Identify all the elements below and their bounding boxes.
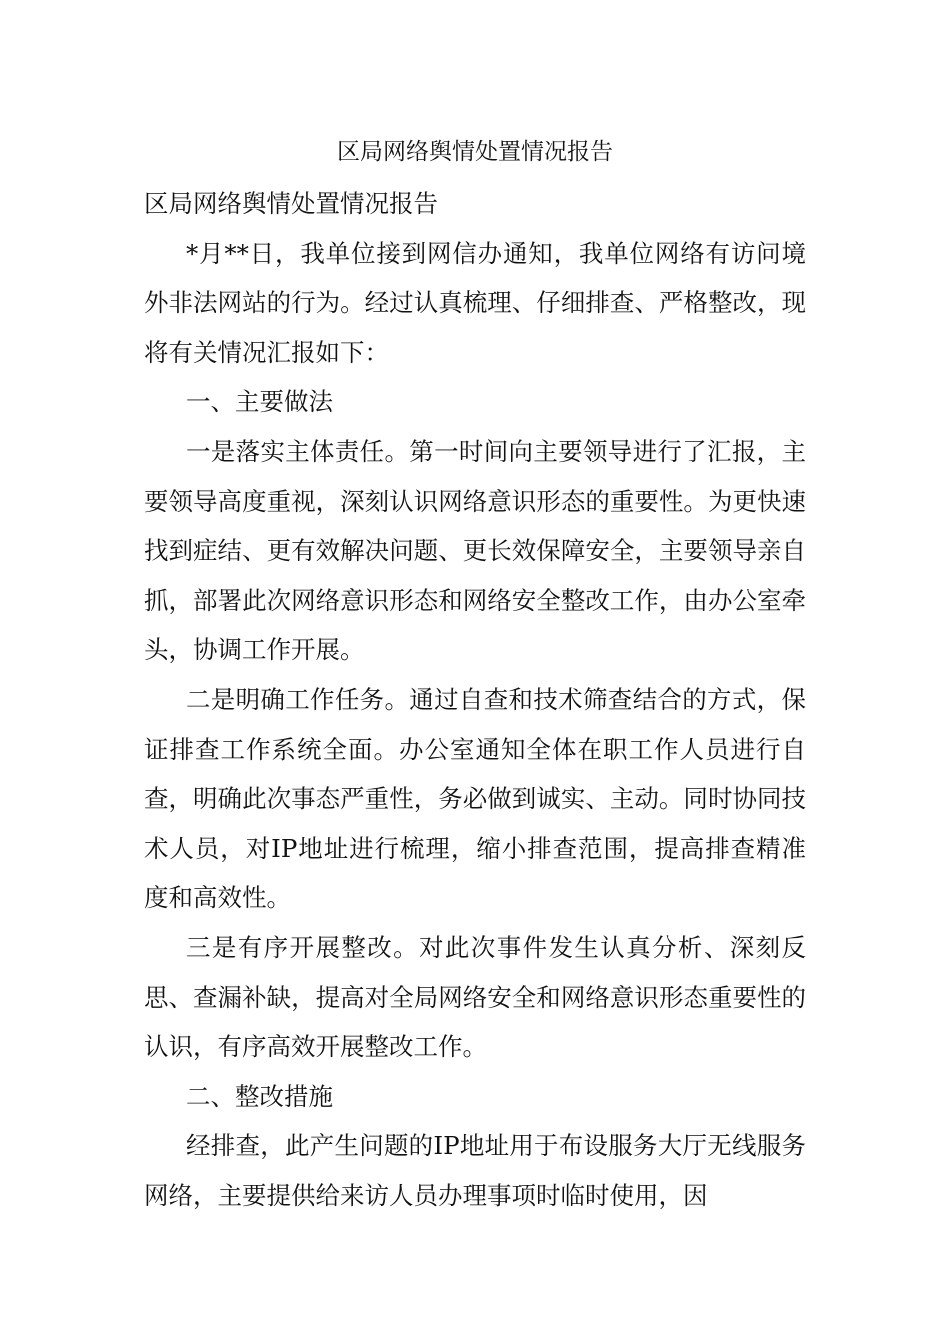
paragraph-investigation: 经排查，此产生问题的IP地址用于布设服务大厅无线服务网络，主要提供给来访人员办理事项时临时使用，因 [144,1131,806,1210]
document-title: 区局网络舆情处置情况报告 [337,139,613,165]
paragraph-intro: *月**日，我单位接到网信办通知，我单位网络有访问境外非法网站的行为。经过认真梳理、仔细排查、严格整改，现将有关情况汇报如下： [144,238,806,367]
paragraph-rectification: 三是有序开展整改。对此次事件发生认真分析、深刻反思、查漏补缺，提高对全局网络安全和网络意识形态重要性的认识，有序高效开展整改工作。 [144,932,806,1062]
paragraph-responsibility: 一是落实主体责任。第一时间向主要领导进行了汇报，主要领导高度重视，深刻认识网络意识形态的重要性。为更快速找到症结、更有效解决问题、更长效保障安全，主要领导亲自抓，部署此次网络意识形态和网络安全整改工作，由办公室牵头，协调工作开展。 [144,436,806,665]
paragraph-tasks: 二是明确工作任务。通过自查和技术筛查结合的方式，保证排查工作系统全面。办公室通知全体在职工作人员进行自查，明确此次事态严重性，务必做到诚实、主动。同时协同技术人员，对IP地址进行梳理，缩小排查范围，提高排查精准度和高效性。 [144,684,806,913]
section-heading-main-practices: 一、主要做法 [186,387,333,417]
document-body [144,179,806,1220]
section-heading-measures: 二、整改措施 [186,1081,333,1111]
document-subtitle: 区局网络舆情处置情况报告 [144,189,438,218]
